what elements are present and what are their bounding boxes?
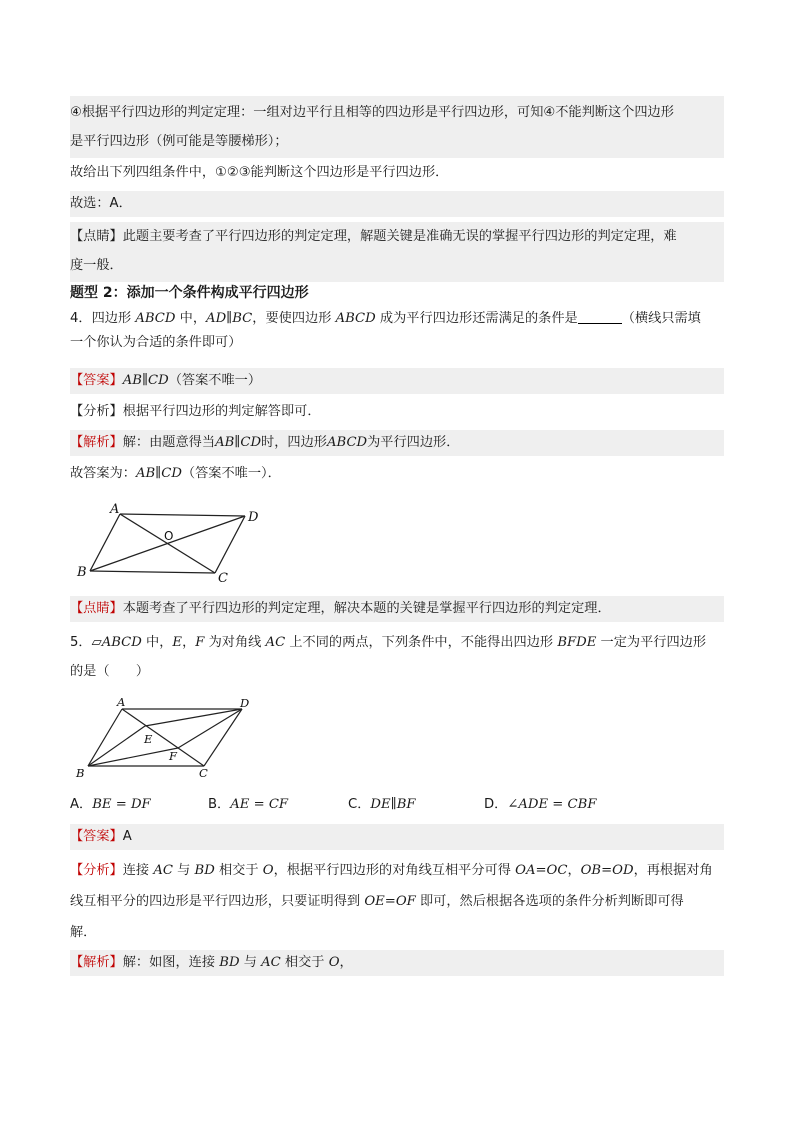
q5-analysis-o: O [262,863,274,878]
q4-solution-abcd: ABCD [326,435,368,450]
q5-option-expr: ∠ADE = CBF [507,797,597,812]
q5-label-f: F [169,749,177,763]
prev-reason-line-1: ④根据平行四边形的判定定理：一组对边平行且相等的四边形是平行四边形，可知④不能判断这个四边形 [70,105,674,120]
q5-point-e: E [172,635,183,650]
q5-solution-bd: BD [219,955,240,970]
q5-solution-ac: AC [261,955,281,970]
q5-stem [70,628,724,686]
q5-text: ， [182,635,196,650]
q5-text: 上不同的两点，下列条件中，不能得出四边形 [285,635,558,650]
q5-analysis-bd: BD [194,863,215,878]
q5-options [70,792,724,818]
q4-final-text: （答案不唯一）． [181,466,281,481]
q5-analysis-text: 线互相平分的四边形是平行四边形，只要证明得到 [70,894,365,909]
q5-option-expr: AE = CF [230,797,289,812]
q5-stem-line-2: 的是（ ） [70,664,150,679]
q4-label-c: C [218,571,228,586]
q5-label-e: E [144,732,153,746]
prev-comment-text: 此题主要考查了平行四边形的判定定理，解题关键是准确无误的掌握平行四边形的判定定理，难 [122,229,677,244]
q5-solution-text: 相交于 [280,955,329,970]
q4-text: 成为平行四边形还需满足的条件是 [375,311,578,326]
q4-label-o: O [164,529,174,543]
q5-solution-label: 【解析】 [70,955,123,970]
q4-answer-blank [578,309,622,324]
section-title: 题型 2：添加一个条件构成平行四边形 [70,285,309,301]
q5-answer-value: A [122,829,132,844]
q5-option-letter: B． [208,797,231,812]
q4-solution-label: 【解析】 [70,435,123,450]
q5-option-b[interactable] [208,792,348,818]
q4-final-expr: AB∥CD [135,466,182,481]
q4-comment-text: 本题考查了平行四边形的判定定理，解决本题的关键是掌握平行四边形的判定定理． [122,601,611,616]
q4-analysis-text: 根据平行四边形的判定解答即可． [122,404,321,419]
prev-reason-line-2: 是平行四边形（例可能是等腰梯形）； [70,134,288,149]
q4-solution-text: 为平行四边形． [367,435,460,450]
q5-answer [70,824,724,850]
prev-conclusion: 故给出下列四组条件中，①②③能判断这个四边形是平行四边形． [70,165,449,180]
q5-label-b: B [76,766,85,780]
q4-text: 中， [175,311,207,326]
q4-solution-text: 时，四边形 [261,435,327,450]
q5-option-letter: C． [348,797,371,812]
q5-label-d: D [240,696,250,710]
q4-condition: AD∥BC [206,311,253,326]
q5-solution-text: 与 [239,955,262,970]
q5-analysis-label: 【分析】 [70,863,123,878]
q5-solution-text: ， [339,955,353,970]
q5-bfde: BFDE [557,635,597,650]
q4-abcd: ABCD [135,311,176,326]
q5-parallelogram-abcd: ▱ABCD [91,635,142,650]
q5-answer-label: 【答案】 [70,829,123,844]
q5-option-letter: A． [70,797,93,812]
q4-comment-label: 【点睛】 [70,601,123,616]
q4-answer-note: （答案不唯一） [168,373,262,388]
q4-final-text: 故答案为： [70,466,136,481]
q5-text: 一定为平行四边形 [596,635,707,650]
q5-solution-text: 解：如图，连接 [122,955,220,970]
q5-option-a[interactable] [70,792,208,818]
q5-analysis-text: ，根据平行四边形的对角线互相平分可得 [273,863,516,878]
q5-label-c: C [199,766,208,780]
q4-abcd: ABCD [335,311,376,326]
q4-answer-label: 【答案】 [70,373,123,388]
q5-text: 中， [141,635,173,650]
q4-parallelogram-figure [70,494,268,588]
q5-diagonal-ac: AC [265,635,286,650]
q5-analysis-eq: OA=OC [515,863,568,878]
q4-stem-line-2: 一个你认为合适的条件即可） [70,335,242,350]
q5-analysis-text: 即可，然后根据各选项的条件分析判断即可得 [415,894,684,909]
prev-choose: 故选：A． [70,191,724,217]
q5-analysis [70,855,724,948]
q5-parallelogram-figure [70,693,270,785]
q4-text: ，要使四边形 [252,311,336,326]
q5-side-dc [204,709,242,766]
q5-solution-o: O [328,955,340,970]
q4-label-b: B [77,565,87,580]
q5-analysis-text: 解． [70,925,97,940]
q4-number: 4．四边形 [70,311,136,326]
q5-option-d[interactable] [484,792,596,818]
prev-comment-label: 【点睛】 [70,229,123,244]
q4-stem [70,307,724,355]
prev-comment-block [70,222,724,282]
q5-option-c[interactable] [348,792,484,818]
q5-analysis-eq: OE=OF [364,894,416,909]
q4-analysis [70,399,724,425]
q5-option-expr: DE∥BF [370,797,416,812]
q4-final-answer [70,461,724,487]
q4-solution [70,430,724,456]
q5-analysis-text: ，再根据对角 [633,863,713,878]
q5-analysis-ac: AC [153,863,173,878]
prev-comment-text-2: 度一般． [70,258,123,273]
q5-number: 5． [70,635,92,650]
q5-solution [70,950,724,976]
q4-solution-text: 解：由题意得当 [122,435,216,450]
q5-analysis-text: 连接 [122,863,154,878]
q4-solution-expr: AB∥CD [215,435,262,450]
prev-reason-block [70,96,724,158]
q5-option-letter: D． [484,797,508,812]
q4-comment [70,596,724,622]
q5-analysis-text: 相交于 [214,863,263,878]
q5-analysis-eq: OB=OD [580,863,634,878]
q4-analysis-label: 【分析】 [70,404,123,419]
q5-analysis-text: ， [567,863,581,878]
q4-answer-expr: AB∥CD [122,373,169,388]
q5-side-ab [88,709,122,766]
q4-label-a: A [110,502,120,517]
q5-analysis-text: 与 [172,863,195,878]
q4-answer [70,368,724,394]
q5-point-f: F [195,635,205,650]
q5-option-expr: BE = DF [92,797,151,812]
q4-text: （横线只需填 [621,311,701,326]
q5-label-a: A [117,695,126,709]
q5-text: 为对角线 [204,635,266,650]
q4-label-d: D [248,510,259,525]
